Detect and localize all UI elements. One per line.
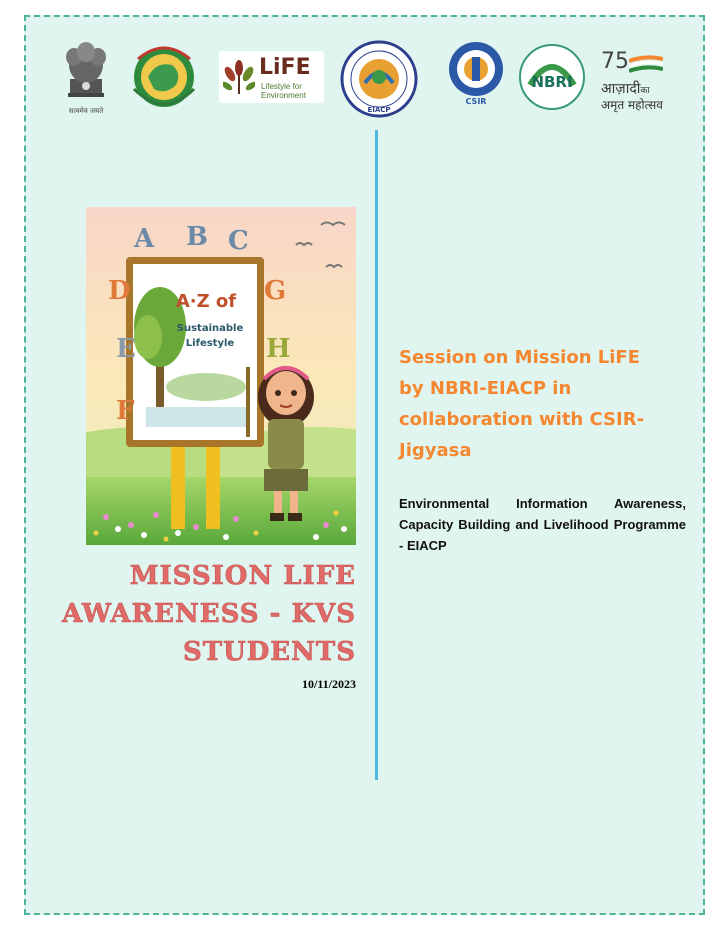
session-heading <box>399 342 699 466</box>
main-title <box>56 557 356 671</box>
cover-letter-a: A <box>134 224 155 254</box>
nature-protected-logo <box>126 39 202 119</box>
life-tagline-line2: Environment <box>261 91 306 100</box>
nbri-emblem-icon <box>516 39 588 119</box>
document-date: 10/11/2023 <box>301 677 356 691</box>
cover-letter-c: C <box>228 226 249 256</box>
session-line4: Jigyasa <box>399 440 472 461</box>
main-title-line1: MISSION LIFE <box>129 561 356 591</box>
flag-swoosh-icon <box>629 55 663 73</box>
vertical-divider <box>375 130 378 780</box>
main-title-line2: AWARENESS - KVS <box>61 599 356 629</box>
session-line3: collaboration with CSIR- <box>399 409 645 430</box>
logo-strip <box>56 37 716 137</box>
eiacp-logo <box>339 39 419 119</box>
cover-letter-f: F <box>116 396 135 426</box>
document-page <box>24 15 705 915</box>
azadi-line2: अमृत महोत्सव <box>601 98 663 112</box>
life-tagline <box>261 82 306 100</box>
cover-letter-e: E <box>116 334 136 364</box>
national-emblem-logo <box>56 37 116 116</box>
azadi-word: आज़ादी <box>601 81 641 97</box>
emblem-icon <box>56 37 116 107</box>
cover-letter-h: H <box>266 334 291 364</box>
azadi-logo <box>601 49 701 112</box>
cover-title-line2: Sustainable <box>176 323 244 334</box>
life-brand-text: LiFE <box>259 55 311 80</box>
life-tagline-line1: Lifestyle for <box>261 82 302 91</box>
book-cover-image <box>86 207 356 545</box>
cover-illustration <box>86 207 356 545</box>
cover-letter-d: D <box>108 276 131 306</box>
emblem-caption: सत्यमेव जयते <box>68 107 104 115</box>
csir-logo <box>441 37 511 107</box>
eiacp-emblem-icon <box>339 39 419 119</box>
session-line2: by NBRI-EIACP in <box>399 378 572 399</box>
azadi-number: 75 <box>601 49 629 74</box>
csir-gear-icon <box>441 37 511 107</box>
nature-globe-icon <box>126 39 202 119</box>
eiacp-text: EIACP <box>367 106 391 114</box>
nbri-logo <box>516 39 588 119</box>
leaf-icon <box>223 58 255 96</box>
cover-title-line1: A·Z of <box>175 291 237 312</box>
session-line1: Session on Mission LiFE <box>399 347 641 368</box>
cover-letter-g: G <box>264 276 287 306</box>
cover-title-line3: Lifestyle <box>185 338 235 349</box>
programme-subtitle: Environmental Information Awareness, Capacity Building and Livelihood Programme - EIACP <box>399 496 686 553</box>
life-logo <box>219 51 324 103</box>
csir-text: CSIR <box>465 97 487 106</box>
azadi-ka: का <box>640 86 650 96</box>
cover-letter-b: B <box>186 222 208 252</box>
main-title-line3: STUDENTS <box>182 637 356 667</box>
nbri-text: NBRI <box>531 73 573 91</box>
